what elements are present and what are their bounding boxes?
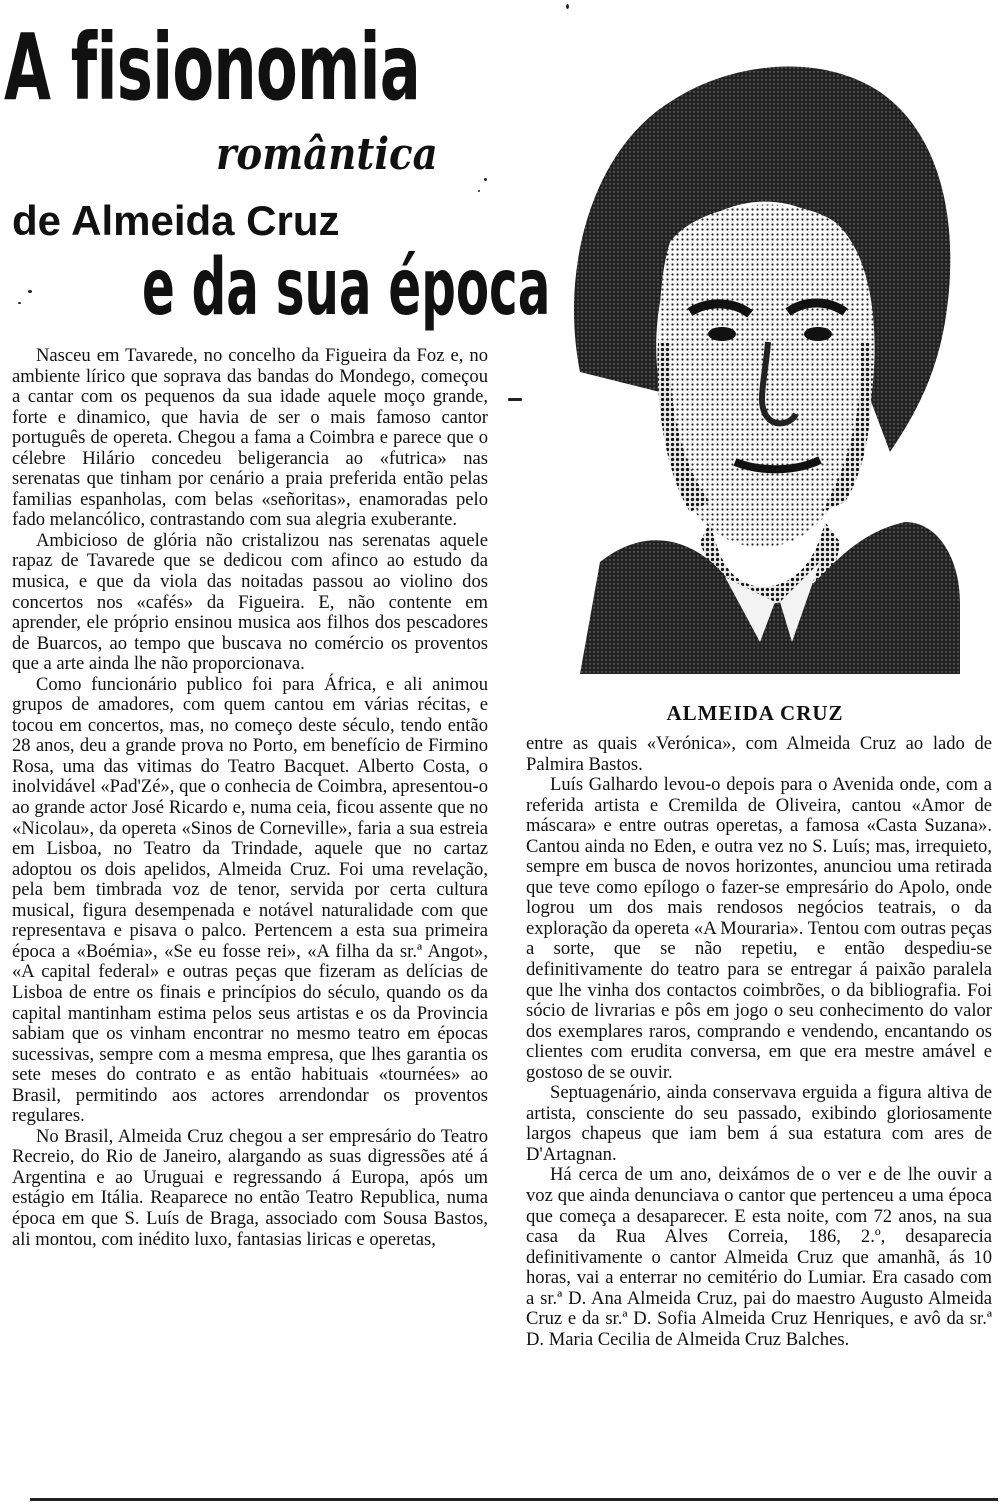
article-paragraph: Como funcionário publico foi para África, e ali animou grupos de amadores, com quem cantou em várias récitas, e tocou em concertos, mas, no começo deste século, tendo então 28 anos, deu a grande prova no Porto, em benefício de Firmino Rosa, uma das vitimas do Teatro Bacquet. Alberto Costa, o inolvidável «Pad'Zé», que o conhecia de Coimbra, apresentou-o ao grande actor José Ricardo e, numa ceia, ficou assente que no «Nicolau», da opereta «Sinos de Corneville», faria a sua estreia em Lisboa, no Teatro da Trindade, aquele que no cartaz adoptou os dois apelidos, Almeida Cruz. Foi uma revelação, pela bem timbrada voz de tenor, servida por certa cultura musical, figura desempenada e notável naturalidade com que representava e pisava o palco. Pertencem a esta sua primeira época a «Boémia», «Se eu fosse rei», «A filha da sr.ª Angot», «A capital federal» e outras peças que fizeram as delícias de Lisboa de entre os finais e princípios do século, quando os da capital mantinham estima pelos seus artistas e os da Provincia sabiam que os vinham encontrar no mesmo teatro em épocas sucessivas, sempre com a mesma empresa, que lhes garantia os sete meses do contrato e as então habituais «tournées» ao Brasil, permitindo aos actores arrendondar os proventos regulares. (12, 673, 488, 1127)
print-speck (18, 302, 21, 304)
article-paragraph: No Brasil, Almeida Cruz chegou a ser empresário do Teatro Recreio, do Rio de Janeiro, alargando as suas digressões até á Argentina e ao Uruguai e regressando á Europa, após um estágio em Itália. Reaparece no então Teatro Republica, numa época em que S. Luís de Braga, associado com Sousa Bastos, ali montou, com inédito luxo, fantasias liricas e operetas, (12, 1125, 488, 1250)
headline-line-1: A fisionomia (4, 14, 421, 121)
headline-line-2: romântica (216, 129, 438, 180)
bottom-rule (30, 1498, 998, 1501)
print-speck (508, 398, 522, 401)
article-paragraph: Há cerca de um ano, deixámos de o ver e de lhe ouvir a voz que ainda denunciava o cantor que pertenceu a uma época que começa a desaparecer. E esta noite, com 72 anos, na sua casa da Rua Alves Correia, 186, 2.º, desaparecia definitivamente o cantor Almeida Cruz que amanhã, ás 10 horas, vai a enterrar no cemitério do Lumiar. Era casado com a sr.ª D. Ana Almeida Cruz, pai do maestro Augusto Almeida Cruz e da sr.ª D. Sofia Almeida Cruz Henriques, e avô da sr.ª D. Maria Cecilia de Almeida Cruz Balches. (526, 1164, 992, 1350)
article-paragraph: entre as quais «Verónica», com Almeida Cruz ao lado de Palmira Bastos. (526, 733, 992, 775)
article-paragraph: Nasceu em Tavarede, no concelho da Figueira da Foz e, no ambiente lírico que soprava das bandas do Mondego, começou a cantar com os pequenos da sua idade aquele moço grande, forte e dinamico, que havia de ser o mais famoso cantor português de opereta. Chegou a fama a Coimbra e parece que o célebre Hilário concedeu beligerancia ao «futrica» nas serenatas que tinham por cenário a praia preferida então pelas familias espanholas, com belas «señoritas», enamoradas pelo fado melancólico, contrastando com sua alegria exuberante. (12, 345, 488, 531)
photo-caption: ALMEIDA CRUZ (666, 701, 844, 725)
article-paragraph: Luís Galhardo levou-o depois para o Avenida onde, com a referida artista e Cremilda de Oliveira, cantou «Amor de máscara» e entre outras operetas, a famosa «Casta Suzana». Cantou ainda no Eden, e outra vez no S. Luís; mas, irrequieto, sempre em busca de novos horizontes, anunciou uma retirada que teve como epílogo o fazer-se empresário do Apolo, onde logrou um dos mais rendosos negócios teatrais, o da exploração da opereta «A Mouraria». Tentou com outras peças a sorte, que se não repetiu, e então despediu-se definitivamente do teatro para se entregar á paixão paralela que lhe vinha dos contactos coimbrões, o da bibliografia. Foi sócio de livrarias e pôs em jogo o seu conhecimento do valor dos exemplares raros, comprando e vendendo, encantando os clientes com erudita conversa, em que era mestre amável e gostoso de se ouvir. (526, 774, 992, 1083)
portrait-photo (560, 42, 960, 674)
print-speck (484, 178, 487, 181)
article-column-left (12, 346, 488, 1250)
headline-line-4: e da sua época (142, 243, 551, 333)
headline-line-3: de Almeida Cruz (12, 197, 340, 244)
print-speck (478, 190, 480, 192)
print-speck (28, 290, 32, 293)
article-paragraph: Septuagenário, ainda conservava erguida a figura altiva de artista, consciente do seu passado, exibindo gloriosamente largos chapeus que iam bem á sua estatura com ares de D'Artagnan. (526, 1082, 992, 1165)
print-speck (566, 4, 569, 9)
article-paragraph: Ambicioso de glória não cristalizou nas serenatas aquele rapaz de Tavarede que se dedicou com afinco ao estudo da musica, e que da viola das noitadas passou ao violino dos concertos nos «cafés» da Figueira. E, não contente em aprender, ele próprio ensinou musica aos filhos dos pescadores de Buarcos, ao tempo que buscava no comércio os proventos que a arte ainda lhe não proporcionava. (12, 529, 488, 675)
article-column-right (526, 734, 992, 1350)
